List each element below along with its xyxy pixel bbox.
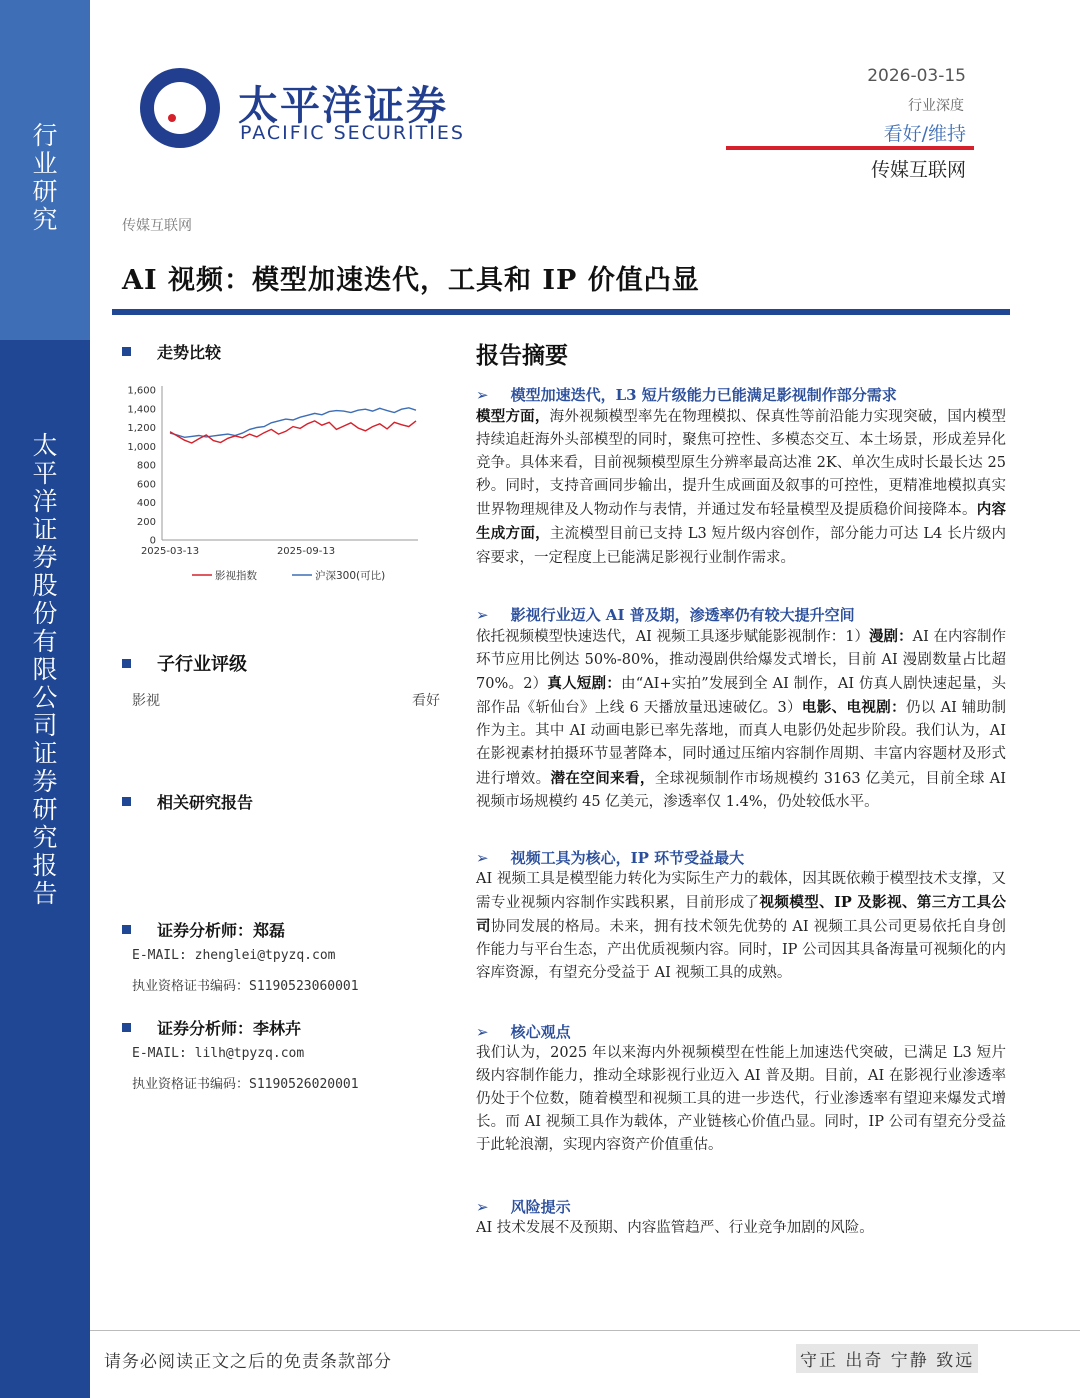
side-label-company: 太 平 洋 证 券 股 份 有 限 公 司 证 券 研 究 报 告: [32, 431, 58, 908]
analyst-1-cert: 执业资格证书编码：S1190523060001: [132, 979, 359, 994]
report-date: 2026-03-15: [867, 66, 966, 86]
bullet-square-icon: [122, 797, 131, 806]
arrow-icon: ➢: [476, 386, 489, 404]
analyst-2-email[interactable]: E-MAIL: lilh@tpyzq.com: [132, 1046, 305, 1061]
section-1-body: 模型方面，海外视频模型率先在物理模拟、保真性等前沿能力实现突破，国内模型持续追赶海外头部模型的同时，聚焦可控性、多模态交互、本土场景，形成差异化竞争。具体来看，目前视频模型原生分辨率最高达准 2K、单次生成时长最长达 25 秒。同时，支持音画同步输出，提升生成画面及叙事的可控性，更精准地模拟真实世界物理规律及人物动作与表情，并通过发布轻量模型及提质稳价间接降本。内容生成方面，主流模型目前已支持 L3 短片级内容创作，部分能力可达 L4 长片级内容要求，一定程度上已能满足影视行业制作需求。: [476, 408, 1007, 566]
analyst-2-heading: 证券分析师：李林卉: [122, 1016, 301, 1039]
bullet-square-icon: [122, 1023, 131, 1032]
y-tick-label: 1,200: [127, 423, 156, 434]
sub-rating-value: 看好: [412, 693, 440, 709]
analyst-1-email[interactable]: E-MAIL: zhenglei@tpyzq.com: [132, 948, 336, 963]
chart-axes: [127, 386, 418, 558]
section-5-body: AI 技术发展不及预期、内容监管趋严、行业竞争加剧的风险。: [476, 1220, 874, 1236]
y-tick-label: 1,000: [127, 441, 156, 453]
bullet-square-icon: [122, 659, 131, 668]
bullet-square-icon: [122, 347, 131, 356]
y-tick-label: 1,600: [127, 385, 156, 397]
logo-english-name: PACIFIC SECURITIES: [240, 122, 465, 144]
rating-divider: [726, 146, 974, 150]
company-motto: 守正 出奇 宁静 致远: [796, 1344, 978, 1373]
sub-rating-heading: 子行业评级: [122, 650, 247, 676]
section-3-body: AI 视频工具是模型能力转化为实际生产力的载体，因其既依赖于模型技术支撑，又需专业视频内容制作实践积累，目前形成了视频模型、IP 及影视、第三方工具公司协同发展的格局。未来，拥有技术领先优势的 AI 视频工具公司更易依托自身创作能力与平台生态，产出优质视频内容。同时，IP 公司因其具备海量可视频化的内容库资源，有望充分受益于 AI 视频工具的成熟。: [476, 871, 1007, 982]
section-2-body: 依托视频模型快速迭代，AI 视频工具逐步赋能影视制作：1）漫剧：AI 在内容制作环节应用比例达 50%-80%，推动漫剧供给爆发式增长，目前 AI 漫剧数量占比超 70%。2）真人短剧：由“AI+实拍”发展到全 AI 制作，AI 仿真人剧快速起量，头部作品《斩仙台》上线 6 天播放量迅速破亿。3）电影、电视剧：仍以 AI 辅助制作为主。其中 AI 动画电影已率先落地，而真人电影仍处起步阶段。我们认为，AI 在影视素材拍摄环节显著降本，同时通过压缩内容制作周期、丰富内容题材及形式进行增效。潜在空间来看，全球视频制作市场规模约 3163 亿美元，目前全球 AI 视频市场规模约 45 亿美元，渗透率仅 1.4%，仍处较低水平。: [476, 628, 1007, 810]
report-type: 行业深度: [908, 98, 964, 114]
y-tick-label: 600: [136, 479, 156, 491]
section-4-heading: ➢ 核心观点: [476, 1023, 571, 1041]
summary-title: 报告摘要: [476, 342, 568, 369]
title-divider: [112, 309, 1010, 315]
bullet-square-icon: [122, 925, 131, 934]
section-3-heading: ➢ 视频工具为核心，IP 环节受益最大: [476, 849, 745, 867]
x-tick-label: 2025-09-13: [276, 546, 336, 557]
arrow-icon: ➢: [476, 1023, 489, 1041]
section-4-body: 我们认为，2025 年以来海内外视频模型在性能上加速迭代突破，已满足 L3 短片级内容制作能力，推动全球影视行业迈入 AI 普及期。目前，AI 在影视行业渗透率仍处于个位数，随着模型和视频工具的进一步迭代，行业渗透率有望迎来爆发式增长。而 AI 视频工具作为载体，产业链核心价值凸显。同时，IP 公司有望充分受益于此轮浪潮，实现内容资产价值重估。: [476, 1045, 1006, 1154]
disclaimer-notice: 请务必阅读正文之后的免责条款部分: [104, 1352, 392, 1372]
y-tick-label: 200: [136, 516, 156, 528]
industry-rating: 看好/维持: [883, 123, 966, 145]
arrow-icon: ➢: [476, 849, 489, 867]
x-tick-label: 2025-03-13: [140, 546, 200, 557]
series-line-hs300: [170, 408, 416, 438]
footer-divider: [90, 1330, 1080, 1331]
sector-label: 传媒互联网: [122, 218, 192, 234]
series-line-film-index: [170, 421, 416, 443]
trend-chart: [122, 374, 442, 594]
legend-label: 影视指数: [215, 570, 257, 582]
y-tick-label: 400: [136, 498, 156, 509]
arrow-icon: ➢: [476, 1198, 489, 1216]
report-title: AI 视频：模型加速迭代，工具和 IP 价值凸显: [122, 265, 700, 296]
section-1-heading: ➢ 模型加速迭代，L3 短片级能力已能满足影视制作部分需求: [476, 386, 897, 404]
side-label-report-type: 行 业 研 究: [32, 121, 58, 234]
analyst-2-cert: 执业资格证书编码：S1190526020001: [132, 1077, 359, 1092]
sub-rating-name: 影视: [132, 693, 160, 709]
analyst-1-heading: 证券分析师：郑磊: [122, 918, 285, 941]
trend-heading: 走势比较: [122, 340, 221, 363]
legend-label: 沪深300(可比): [315, 570, 386, 582]
related-reports-heading: 相关研究报告: [122, 790, 253, 813]
chart-legend: [192, 569, 385, 582]
industry-name: 传媒互联网: [870, 159, 966, 181]
y-tick-label: 0: [149, 535, 156, 547]
y-tick-label: 800: [136, 460, 156, 472]
section-2-heading: ➢ 影视行业迈入 AI 普及期，渗透率仍有较大提升空间: [476, 606, 855, 624]
arrow-icon: ➢: [476, 606, 489, 624]
pacific-securities-logo-icon: [112, 26, 220, 176]
logo-chinese-name: 太平洋证券: [238, 83, 448, 129]
chart-series-group: [170, 408, 416, 443]
section-5-heading: ➢ 风险提示: [476, 1198, 571, 1216]
y-tick-label: 1,400: [127, 404, 156, 416]
